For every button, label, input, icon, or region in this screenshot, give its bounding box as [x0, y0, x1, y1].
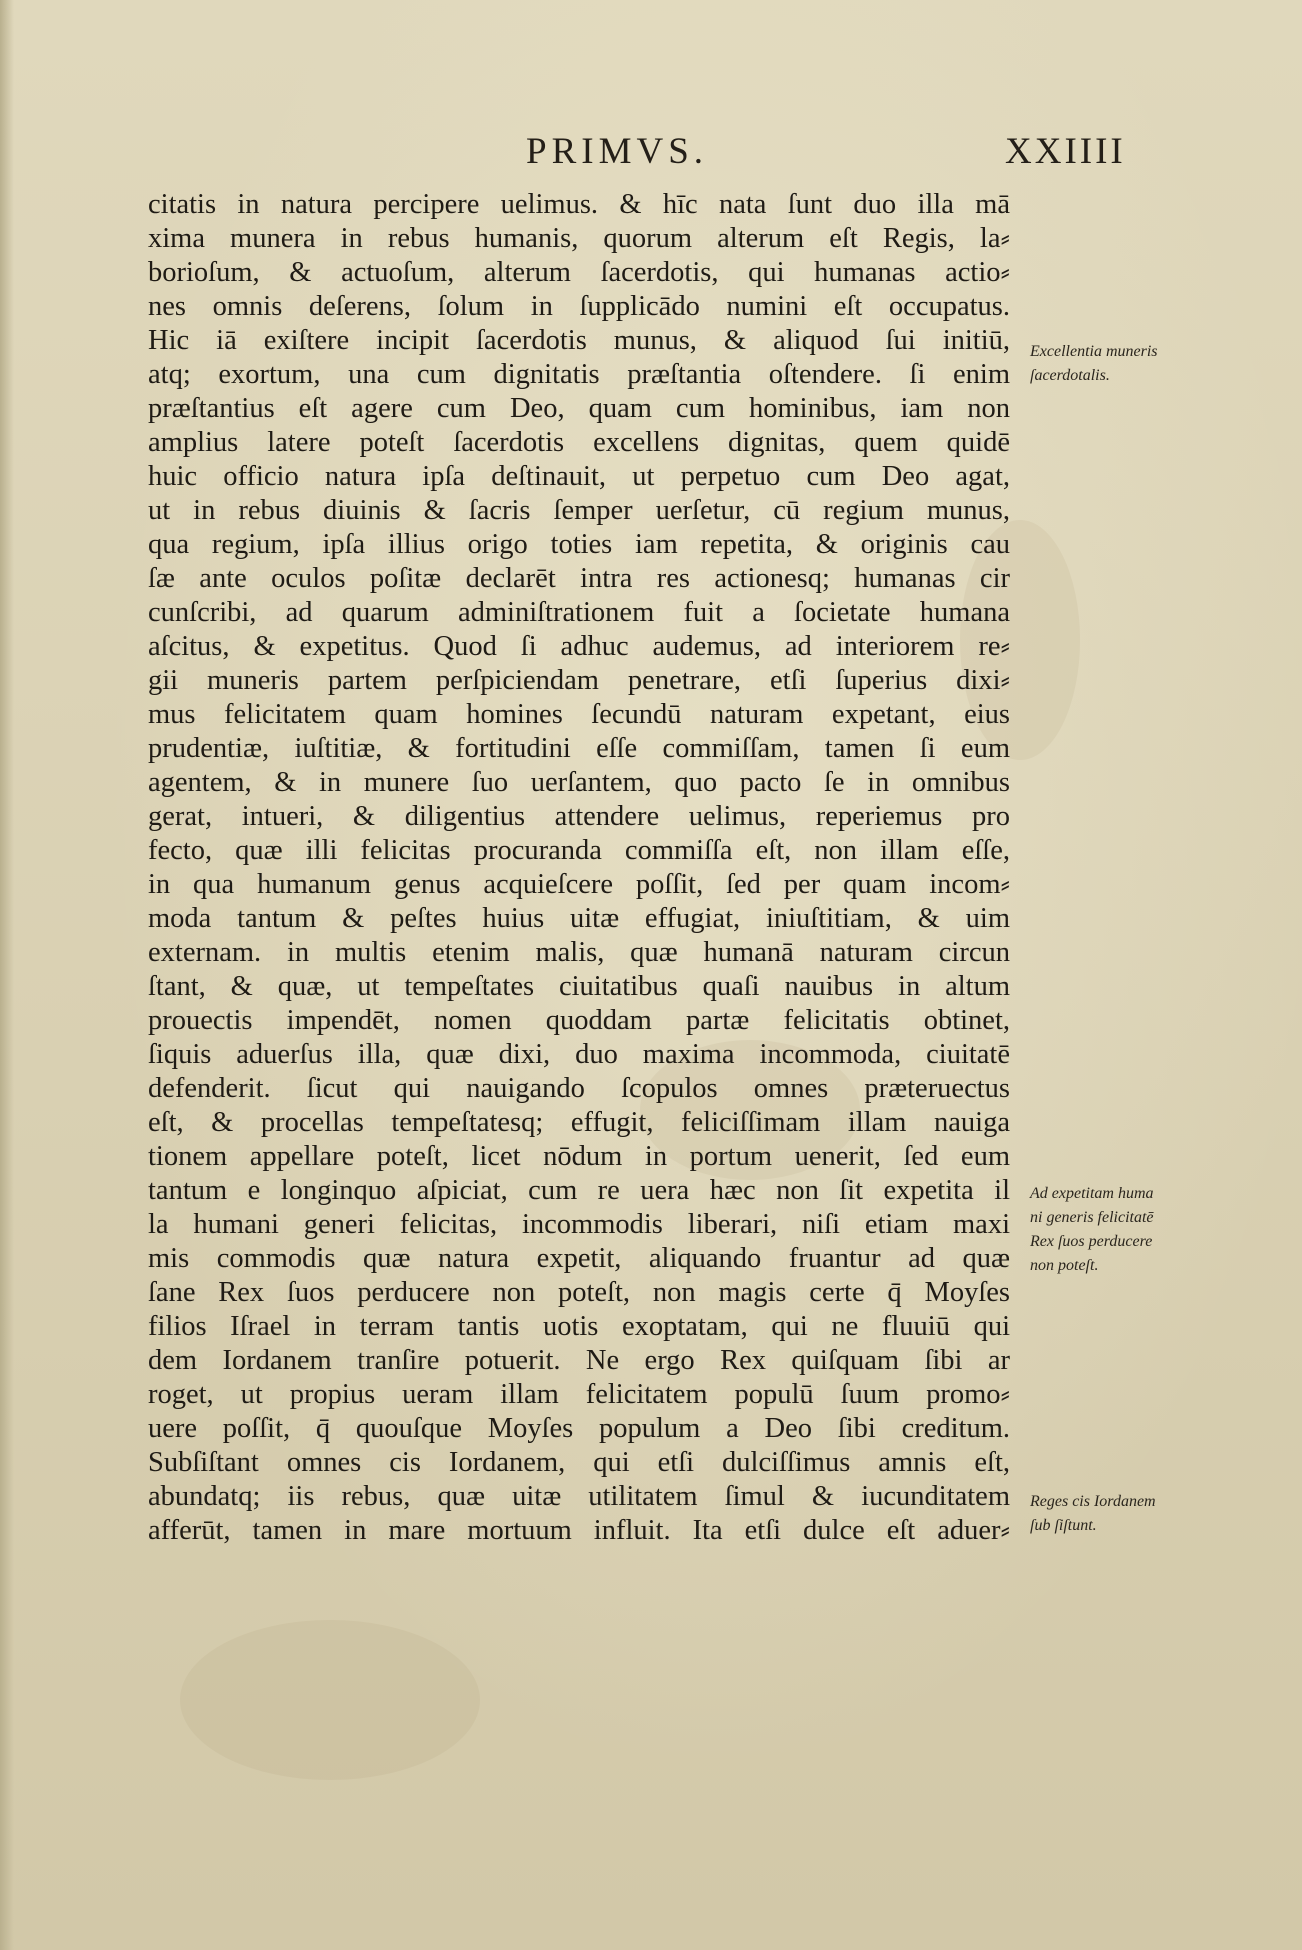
text-line: Hic iā exiſtere incipit ſacerdotis munus, & aliquod ſui initiū, [148, 325, 1010, 356]
margin-note [1030, 340, 1200, 388]
text-line: ſiquis aduerſus illa, quæ dixi, duo maxima incommoda, ciuitatē [148, 1039, 1010, 1070]
margin-note-line: Rex ſuos perducere [1030, 1233, 1153, 1250]
text-line: præſtantius eſt agere cum Deo, quam cum hominibus, iam non [148, 393, 1010, 424]
text-line: tionem appellare poteſt, licet nōdum in portum uenerit, ſed eum [148, 1141, 1010, 1172]
margin-note-line: ni generis felicitatē [1030, 1209, 1154, 1226]
running-head: PRIMVS. [526, 131, 709, 172]
text-line: qua regium, ipſa illius origo toties iam repetita, & originis cau [148, 529, 1010, 560]
text-line: afferūt, tamen in mare mortuum influit. Ita etſi dulce eſt aduer⸗ [148, 1515, 1010, 1546]
text-line: fecto, quæ illi felicitas procuranda commiſſa eſt, non illam eſſe, [148, 835, 1010, 866]
text-line: in qua humanum genus acquieſcere poſſit, ſed per quam incom⸗ [148, 869, 1010, 900]
margin-note-line: Reges cis Iordanem [1030, 1493, 1156, 1510]
text-line: atq; exortum, una cum dignitatis præſtantia oſtendere. ſi enim [148, 359, 1010, 390]
margin-note [1030, 1182, 1200, 1278]
text-line: abundatq; iis rebus, quæ uitæ utilitatem ſimul & iucunditatem [148, 1481, 1010, 1512]
text-line: dem Iordanem tranſire potuerit. Ne ergo Rex quiſquam ſibi ar [148, 1345, 1010, 1376]
paper-stain [180, 1620, 480, 1780]
body-text [148, 188, 1010, 1548]
text-line: citatis in natura percipere uelimus. & hīc nata ſunt duo illa mā [148, 189, 1010, 220]
margin-note-line: Ad expetitam huma [1030, 1185, 1154, 1202]
text-line: Subſiſtant omnes cis Iordanem, qui etſi dulciſſimus amnis eſt, [148, 1447, 1010, 1478]
text-line: nes omnis deſerens, ſolum in ſupplicādo numini eſt occupatus. [148, 291, 1010, 322]
text-line: externam. in multis etenim malis, quæ humanā naturam circun [148, 937, 1010, 968]
text-line: prouectis impendēt, nomen quoddam partæ felicitatis obtinet, [148, 1005, 1010, 1036]
text-line: gii muneris partem perſpiciendam penetrare, etſi ſuperius dixi⸗ [148, 665, 1010, 696]
text-line: filios Iſrael in terram tantis uotis exoptatam, qui ne fluuiū qui [148, 1311, 1010, 1342]
text-line: huic officio natura ipſa deſtinauit, ut perpetuo cum Deo agat, [148, 461, 1010, 492]
text-line: ut in rebus diuinis & ſacris ſemper uerſetur, cū regium munus, [148, 495, 1010, 526]
text-line: cunſcribi, ad quarum adminiſtrationem fuit a ſocietate humana [148, 597, 1010, 628]
margin-note-line: Excellentia muneris [1030, 343, 1158, 360]
text-line: moda tantum & peſtes huius uitæ effugiat, iniuſtitiam, & uim [148, 903, 1010, 934]
text-line: gerat, intueri, & diligentius attendere uelimus, reperiemus pro [148, 801, 1010, 832]
text-line: defenderit. ſicut qui nauigando ſcopulos omnes præteruectus [148, 1073, 1010, 1104]
text-line: aſcitus, & expetitus. Quod ſi adhuc audemus, ad interiorem re⸗ [148, 631, 1010, 662]
text-line: ſtant, & quæ, ut tempeſtates ciuitatibus quaſi nauibus in altum [148, 971, 1010, 1002]
margin-note-line: ſacerdotalis. [1030, 367, 1110, 384]
margin-note-line: non poteſt. [1030, 1257, 1099, 1274]
text-line: mis commodis quæ natura expetit, aliquando fruantur ad quæ [148, 1243, 1010, 1274]
text-line: uere poſſit, q̄ quouſque Moyſes populum a Deo ſibi creditum. [148, 1413, 1010, 1444]
text-line: roget, ut propius ueram illam felicitatem populū ſuum promo⸗ [148, 1379, 1010, 1410]
text-line: borioſum, & actuoſum, alterum ſacerdotis, qui humanas actio⸗ [148, 257, 1010, 288]
text-line: prudentiæ, iuſtitiæ, & fortitudini eſſe commiſſam, tamen ſi eum [148, 733, 1010, 764]
text-line: mus felicitatem quam homines ſecundū naturam expetant, eius [148, 699, 1010, 730]
folio-number: XXIIII [1005, 131, 1126, 172]
text-line: ſæ ante oculos poſitæ declarēt intra res actionesq; humanas cir [148, 563, 1010, 594]
text-line: amplius latere poteſt ſacerdotis excellens dignitas, quem quidē [148, 427, 1010, 458]
text-line: tantum e longinquo aſpiciat, cum re uera hæc non ſit expetita il [148, 1175, 1010, 1206]
text-line: ſane Rex ſuos perducere non poteſt, non magis certe q̄ Moyſes [148, 1277, 1010, 1308]
text-line: agentem, & in munere ſuo uerſantem, quo pacto ſe in omnibus [148, 767, 1010, 798]
text-line: eſt, & procellas tempeſtatesq; effugit, feliciſſimam illam nauiga [148, 1107, 1010, 1138]
page-gutter-shadow [0, 0, 14, 1950]
margin-note [1030, 1490, 1200, 1538]
margin-note-line: ſub ſiſtunt. [1030, 1517, 1097, 1534]
text-line: la humani generi felicitas, incommodis liberari, niſi etiam maxi [148, 1209, 1010, 1240]
text-line: xima munera in rebus humanis, quorum alterum eſt Regis, la⸗ [148, 223, 1010, 254]
